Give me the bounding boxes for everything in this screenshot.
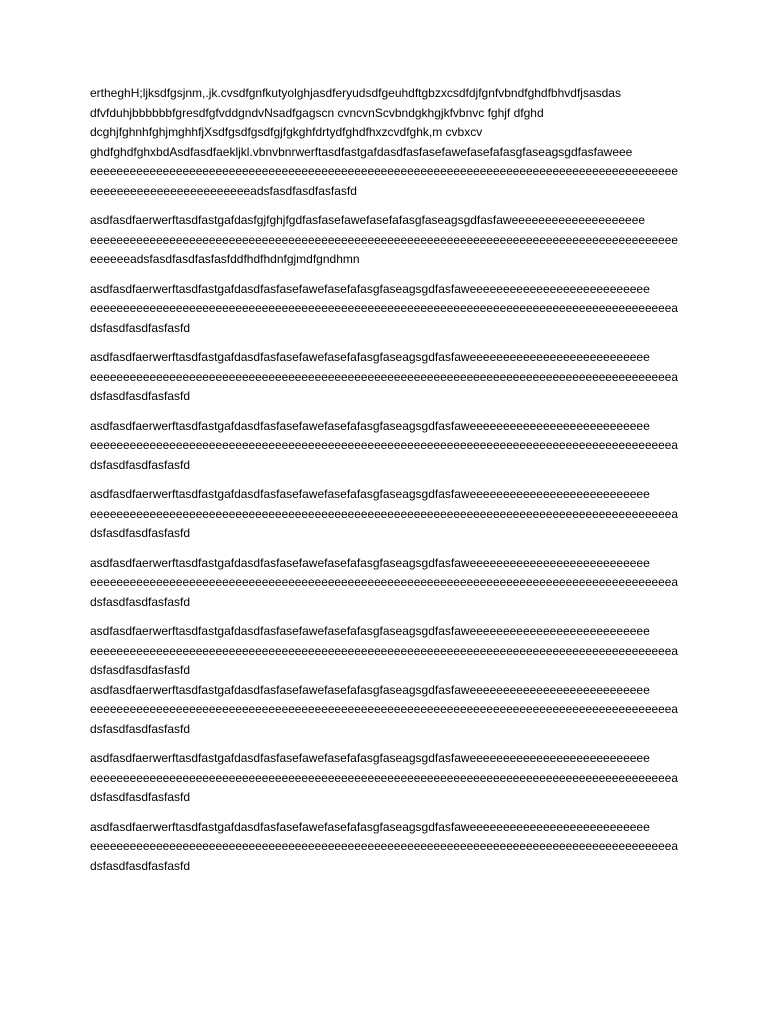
paragraph (90, 622, 690, 681)
text-line: eeeeeeeeeeeeeeeeeeeeeeeeeeeeeeeeeeeeeeeeeeeeeeeeeeeeeeeeeeeeeeeeeeeeeeeeeeeeeeeeeeeeeeeee (90, 164, 678, 178)
text-line: asdfasdfaerwerftasdfastgafdasdfasfasefawefasefafasgfaseagsgdfasfaweeeeeeeeeeeeeeeeeeeeeeeeeee (90, 819, 650, 834)
text-line: asdfasdfaerwerftasdfastgafdasdfasfasefawefasefafasgfaseagsgdfasfaweeeeeeeeeeeeeeeeeeeeeeeeeee (90, 350, 650, 364)
text-line: eeeeeeeeeeeeeeeeeeeeeeeeeeeeeeeeeeeeeeeeeeeeeeeeeeeeeeeeeeeeeeeeeeeeeeeeeeeeeeeeeeeeeeeea (90, 506, 678, 521)
text-line: ertheghH;ljksdfgsjnm,.jk.cvsdfgnfkutyolghjasdferyudsdfgeuhdftgbzxcsdfdjfgnfvbndfghdfbhvdfjsasdas (90, 86, 621, 100)
text-line: eeeeeeeeeeeeeeeeeeeeeeeeeeeeeeeeeeeeeeeeeeeeeeeeeeeeeeeeeeeeeeeeeeeeeeeeeeeeeeeeeeeeeeeea (90, 643, 678, 658)
text-line: dsfasdfasdfasfasfd (90, 457, 191, 472)
document-page (90, 84, 690, 886)
paragraph (90, 485, 690, 544)
text-line: eeeeeeeeeeeeeeeeeeeeeeeeeeeeeeeeeeeeeeeeeeeeeeeeeeeeeeeeeeeeeeeeeeeeeeeeeeeeeeeeeeeeeeeea (90, 702, 678, 716)
text-line: asdfasdfaerwerftasdfastgafdasdfasfasefawefasefafasgfaseagsgdfasfaweeeeeeeeeeeeeeeeeeeeeeeeeee (90, 751, 650, 765)
text-line: dsfasdfasdfasfasfd (90, 858, 191, 873)
paragraph (90, 749, 690, 808)
paragraph (90, 681, 690, 740)
text-line: asdfasdfaerwerftasdfastgafdasdfasfasefawefasefafasgfaseagsgdfasfaweeeeeeeeeeeeeeeeeeeeeeeeeee (90, 418, 650, 433)
text-line: asdfasdfaerwerftasdfastgafdasdfasfasefawefasefafasgfaseagsgdfasfaweeeeeeeeeeeeeeeeeeeeeeeeeee (90, 281, 650, 296)
text-line: eeeeeeeeeeeeeeeeeeeeeeeeeeeeeeeeeeeeeeeeeeeeeeeeeeeeeeeeeeeeeeeeeeeeeeeeeeeeeeeeeeeeeeeea (90, 301, 678, 315)
text-line: eeeeeeadsfasdfasdfasfasfddfhdfhdnfgjmdfgndhmn (90, 252, 360, 266)
text-line: eeeeeeeeeeeeeeeeeeeeeeeeeeeeeeeeeeeeeeeeeeeeeeeeeeeeeeeeeeeeeeeeeeeeeeeeeeeeeeeeeeeeeeeea (90, 839, 678, 853)
text-line: dsfasdfasdfasfasfd (90, 594, 191, 609)
paragraph (90, 554, 690, 613)
paragraph (90, 417, 690, 476)
text-line: eeeeeeeeeeeeeeeeeeeeeeeeeeeeeeeeeeeeeeeeeeeeeeeeeeeeeeeeeeeeeeeeeeeeeeeeeeeeeeeeeeeeeeeee (90, 232, 678, 247)
text-line: dsfasdfasdfasfasfd (90, 320, 191, 335)
text-line: dfvfduhjbbbbbbfgresdfgfvddgndvNsadfgagscn cvncvnScvbndgkhgjkfvbnvc fghjf dfghd (90, 105, 544, 120)
text-line: asdfasdfaerwerftasdfastgafdasdfasfasefawefasefafasgfaseagsgdfasfaweeeeeeeeeeeeeeeeeeeeeeeeeee (90, 487, 650, 501)
text-line: eeeeeeeeeeeeeeeeeeeeeeeeeeeeeeeeeeeeeeeeeeeeeeeeeeeeeeeeeeeeeeeeeeeeeeeeeeeeeeeeeeeeeeeea (90, 770, 678, 785)
text-line: dsfasdfasdfasfasfd (90, 663, 191, 677)
text-line: dsfasdfasdfasfasfd (90, 526, 191, 540)
text-line: eeeeeeeeeeeeeeeeeeeeeeeeadsfasdfasdfasfasfd (90, 183, 357, 198)
text-line: asdfasdfaerwerftasdfastgafdasdfasfasefawefasefafasgfaseagsgdfasfaweeeeeeeeeeeeeeeeeeeeeeeeeee (90, 624, 650, 638)
text-line: dsfasdfasdfasfasfd (90, 389, 191, 403)
text-line: dcghjfghnhfghjmghhfjXsdfgsdfgsdfgjfgkghfdrtydfghdfhxzcvdfghk,m cvbxcv (90, 125, 483, 139)
paragraph (90, 211, 690, 270)
text-line: dsfasdfasdfasfasfd (90, 790, 191, 804)
text-line: ghdfghdfghxbdAsdfasdfaekljkl.vbnvbnrwerftasdfastgafdasdfasfasefawefasefafasgfaseagsgdfasfaweee (90, 144, 633, 159)
paragraph (90, 348, 690, 407)
paragraph (90, 818, 690, 877)
text-line: eeeeeeeeeeeeeeeeeeeeeeeeeeeeeeeeeeeeeeeeeeeeeeeeeeeeeeeeeeeeeeeeeeeeeeeeeeeeeeeeeeeeeeeea (90, 575, 678, 589)
text-line: eeeeeeeeeeeeeeeeeeeeeeeeeeeeeeeeeeeeeeeeeeeeeeeeeeeeeeeeeeeeeeeeeeeeeeeeeeeeeeeeeeeeeeeea (90, 438, 678, 452)
text-line: asdfasdfaerwerftasdfastgafdasfgjfghjfgdfasfasefawefasefafasgfaseagsgdfasfaweeeeeeeeeeeeeeeeeeee (90, 213, 646, 227)
text-line: dsfasdfasdfasfasfd (90, 721, 191, 736)
text-line: eeeeeeeeeeeeeeeeeeeeeeeeeeeeeeeeeeeeeeeeeeeeeeeeeeeeeeeeeeeeeeeeeeeeeeeeeeeeeeeeeeeeeeeea (90, 369, 678, 384)
paragraph (90, 84, 690, 201)
text-line: asdfasdfaerwerftasdfastgafdasdfasfasefawefasefafasgfaseagsgdfasfaweeeeeeeeeeeeeeeeeeeeeeeeeee (90, 682, 650, 697)
text-line: asdfasdfaerwerftasdfastgafdasdfasfasefawefasefafasgfaseagsgdfasfaweeeeeeeeeeeeeeeeeeeeeeeeeee (90, 555, 650, 570)
paragraph (90, 280, 690, 339)
